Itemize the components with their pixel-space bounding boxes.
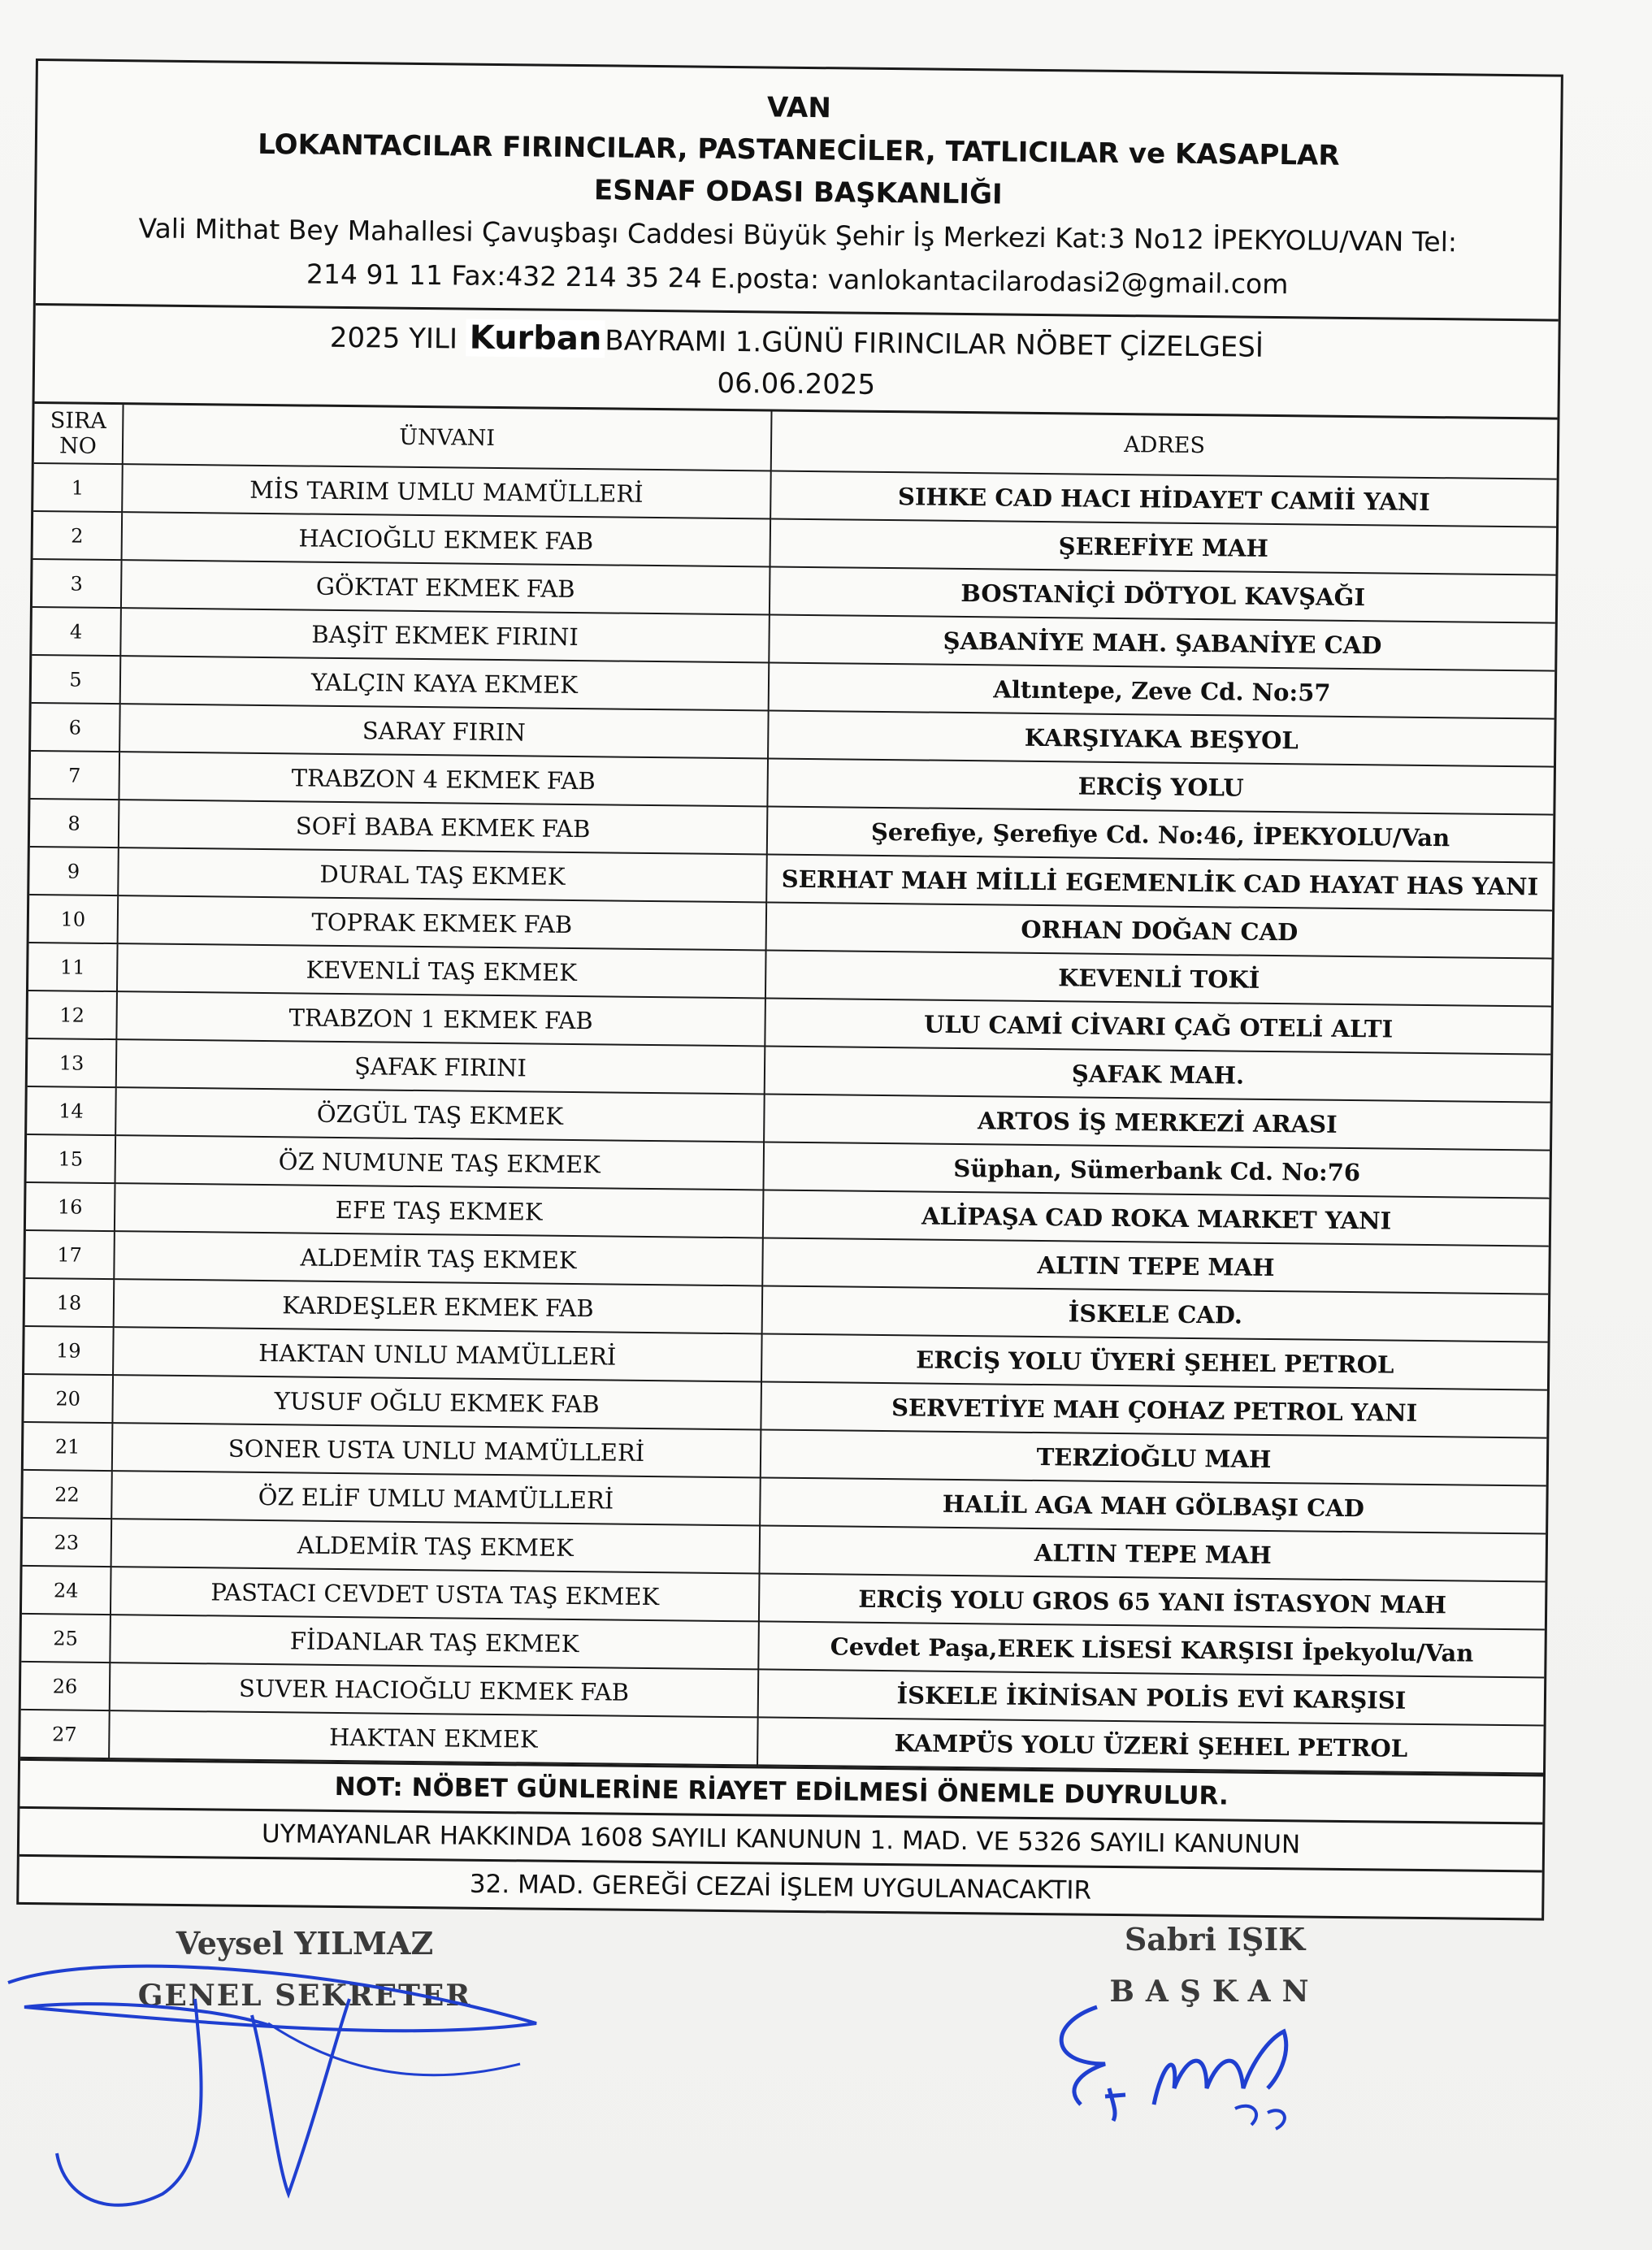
bakery-address: TERZİOĞLU MAH bbox=[761, 1429, 1547, 1485]
col-sira: SIRA NO bbox=[34, 404, 124, 464]
title-suffix: BAYRAMI 1.GÜNÜ FIRINCILAR NÖBET ÇİZELGESİ bbox=[605, 324, 1264, 364]
bakery-address: KARŞIYAKA BEŞYOL bbox=[768, 710, 1554, 766]
president-signature-scribble bbox=[1032, 1999, 1341, 2137]
bakery-address: ŞEREFİYE MAH bbox=[770, 518, 1556, 574]
bakery-name: PASTACI CEVDET USTA TAŞ EKMEK bbox=[111, 1567, 760, 1621]
secretary-name: Veysel YILMAZ bbox=[176, 1925, 434, 1962]
bakery-address: Şerefiye, Şerefiye Cd. No:46, İPEKYOLU/Van bbox=[767, 806, 1554, 862]
bakery-address: SERHAT MAH MİLLİ EGEMENLİK CAD HAYAT HAS YANI bbox=[766, 854, 1553, 910]
secretary-title: GENEL SEKRETER bbox=[137, 1979, 472, 2013]
bakery-address: KAMPÜS YOLU ÜZERİ ŞEHEL PETROL bbox=[757, 1717, 1544, 1773]
bakery-name: YALÇIN KAYA EKMEK bbox=[120, 656, 770, 710]
row-number: 10 bbox=[29, 895, 119, 943]
title-prefix: 2025 YILI bbox=[329, 321, 458, 356]
schedule-date: 06.06.2025 bbox=[717, 366, 876, 401]
row-number: 16 bbox=[26, 1182, 115, 1231]
bakery-name: EFE TAŞ EKMEK bbox=[115, 1183, 764, 1238]
bakery-name: DURAL TAŞ EKMEK bbox=[118, 848, 767, 902]
bakery-name: TRABZON 4 EKMEK FAB bbox=[119, 752, 768, 806]
bakery-address: KEVENLİ TOKİ bbox=[765, 950, 1552, 1006]
row-number: 1 bbox=[33, 463, 123, 512]
bakery-duty-table bbox=[20, 404, 1557, 1775]
header-chamber: ESNAF ODASI BAŞKANLIĞI bbox=[593, 174, 1003, 211]
row-number: 26 bbox=[21, 1662, 111, 1710]
note-law: UYMAYANLAR HAKKINDA 1608 SAYILI KANUNUN 1. MAD. VE 5326 SAYILI KANUNUN bbox=[20, 1806, 1543, 1871]
bakery-address: Altıntepe, Zeve Cd. No:57 bbox=[769, 662, 1555, 718]
bakery-name: SONER USTA UNLU MAMÜLLERİ bbox=[112, 1423, 761, 1477]
row-number: 12 bbox=[28, 991, 117, 1039]
secretary-signature-scribble bbox=[0, 1950, 585, 2226]
bakery-name: FİDANLAR TAŞ EKMEK bbox=[110, 1615, 759, 1669]
row-number: 14 bbox=[27, 1086, 116, 1135]
row-number: 25 bbox=[21, 1614, 111, 1663]
bakery-address: Süphan, Sümerbank Cd. No:76 bbox=[763, 1142, 1550, 1198]
bakery-address: İSKELE İKİNİSAN POLİS EVİ KARŞISI bbox=[758, 1669, 1545, 1725]
title-kurban: Kurban bbox=[466, 319, 605, 358]
bakery-name: TOPRAK EKMEK FAB bbox=[118, 895, 767, 950]
header-contact: 214 91 11 Fax:432 214 35 24 E.posta: vanlokantacilarodasi2@gmail.com bbox=[306, 258, 1289, 301]
bakery-address: SIHKE CAD HACI HİDAYET CAMİİ YANI bbox=[770, 471, 1557, 527]
bakery-address: ARTOS İŞ MERKEZİ ARASI bbox=[764, 1094, 1550, 1150]
row-number: 8 bbox=[30, 799, 119, 848]
row-number: 3 bbox=[33, 559, 122, 608]
header-city: VAN bbox=[766, 91, 832, 125]
bakery-name: ÖZ ELİF UMLU MAMÜLLERİ bbox=[111, 1471, 761, 1525]
bakery-address: ŞAFAK MAH. bbox=[765, 1046, 1551, 1102]
bakery-address: BOSTANİÇİ DÖTYOL KAVŞAĞI bbox=[770, 566, 1556, 622]
row-number: 20 bbox=[24, 1374, 113, 1423]
bakery-name: SARAY FIRIN bbox=[119, 704, 769, 758]
schedule-title bbox=[35, 306, 1559, 420]
bakery-address: ORHAN DOĞAN CAD bbox=[766, 902, 1553, 958]
bakery-name: ŞAFAK FIRINI bbox=[116, 1039, 765, 1094]
col-adres: ADRES bbox=[771, 412, 1558, 479]
bakery-name: YUSUF OĞLU EKMEK FAB bbox=[112, 1375, 761, 1429]
bakery-address: ALTIN TEPE MAH bbox=[760, 1525, 1546, 1581]
letterhead bbox=[36, 61, 1561, 322]
president-name: Sabri IŞIK bbox=[1124, 1921, 1306, 1957]
bakery-name: KEVENLİ TAŞ EKMEK bbox=[117, 943, 766, 998]
bakery-name: ALDEMİR TAŞ EKMEK bbox=[114, 1231, 763, 1285]
bakery-address: ERCİŞ YOLU bbox=[767, 758, 1554, 814]
bakery-name: HACIOĞLU EKMEK FAB bbox=[122, 512, 771, 566]
bakery-name: MİS TARIM UMLU MAMÜLLERİ bbox=[122, 464, 771, 518]
row-number: 9 bbox=[29, 847, 119, 895]
document-frame bbox=[16, 59, 1563, 1921]
bakery-name: ÖZGÜL TAŞ EKMEK bbox=[115, 1087, 765, 1142]
row-number: 7 bbox=[30, 751, 119, 800]
header-association: LOKANTACILAR FIRINCILAR, PASTANECİLER, TATLICILAR ve KASAPLAR bbox=[257, 128, 1340, 172]
bakery-address: SERVETİYE MAH ÇOHAZ PETROL YANI bbox=[761, 1381, 1547, 1437]
row-number: 17 bbox=[25, 1230, 115, 1279]
bakery-address: İSKELE CAD. bbox=[762, 1285, 1549, 1342]
bakery-address: ŞABANİYE MAH. ŞABANİYE CAD bbox=[769, 614, 1555, 670]
bakery-address: ERCİŞ YOLU ÜYERİ ŞEHEL PETROL bbox=[761, 1333, 1548, 1389]
row-number: 4 bbox=[32, 607, 121, 656]
col-unvan: ÜNVANI bbox=[123, 405, 772, 470]
row-number: 6 bbox=[31, 703, 120, 752]
note-penalty: 32. MAD. GEREĞİ CEZAİ İŞLEM UYGULANACAKTIR bbox=[19, 1854, 1542, 1918]
bakery-name: ALDEMİR TAŞ EKMEK bbox=[111, 1519, 761, 1573]
bakery-name: SUVER HACIOĞLU EKMEK FAB bbox=[110, 1663, 759, 1717]
bakery-address: ULU CAMİ CİVARI ÇAĞ OTELİ ALTI bbox=[765, 998, 1551, 1054]
bakery-name: SOFİ BABA EKMEK FAB bbox=[119, 800, 768, 854]
bakery-address: ERCİŞ YOLU GROS 65 YANI İSTASYON MAH bbox=[759, 1573, 1546, 1629]
row-number: 15 bbox=[27, 1134, 116, 1183]
row-number: 2 bbox=[33, 511, 123, 560]
row-number: 5 bbox=[32, 655, 121, 704]
row-number: 19 bbox=[24, 1326, 114, 1375]
bakery-name: TRABZON 1 EKMEK FAB bbox=[116, 991, 765, 1046]
notes-section bbox=[19, 1758, 1543, 1918]
bakery-name: GÖKTAT EKMEK FAB bbox=[121, 560, 770, 614]
row-number: 27 bbox=[20, 1710, 110, 1758]
header-address: Vali Mithat Bey Mahallesi Çavuşbaşı Caddesi Büyük Şehir İş Merkezi Kat:3 No12 İPEKYOLU/VAN Tel: bbox=[138, 212, 1458, 258]
row-number: 23 bbox=[23, 1518, 112, 1567]
bakery-name: HAKTAN EKMEK bbox=[109, 1710, 758, 1765]
bakery-name: ÖZ NUMUNE TAŞ EKMEK bbox=[115, 1135, 765, 1190]
bakery-address: ALİPAŞA CAD ROKA MARKET YANI bbox=[763, 1190, 1550, 1246]
bakery-name: BAŞİT EKMEK FIRINI bbox=[120, 608, 770, 662]
bakery-name: KARDEŞLER EKMEK FAB bbox=[114, 1279, 763, 1333]
bakery-address: HALİL AGA MAH GÖLBAŞI CAD bbox=[760, 1477, 1546, 1533]
bakery-address: ALTIN TEPE MAH bbox=[762, 1238, 1549, 1294]
bakery-name: HAKTAN UNLU MAMÜLLERİ bbox=[113, 1327, 762, 1381]
row-number: 21 bbox=[24, 1422, 113, 1471]
row-number: 22 bbox=[23, 1470, 112, 1519]
president-title: BAŞKAN bbox=[1109, 1975, 1320, 2009]
row-number: 11 bbox=[28, 943, 118, 991]
row-number: 24 bbox=[22, 1566, 111, 1615]
row-number: 13 bbox=[28, 1038, 117, 1087]
bakery-address: Cevdet Paşa,EREK LİSESİ KARŞISI İpekyolu/Van bbox=[758, 1621, 1545, 1677]
row-number: 18 bbox=[25, 1278, 115, 1327]
note-duty: NOT: NÖBET GÜNLERİNE RİAYET EDİLMESİ ÖNEMLE DUYRULUR. bbox=[20, 1758, 1543, 1823]
